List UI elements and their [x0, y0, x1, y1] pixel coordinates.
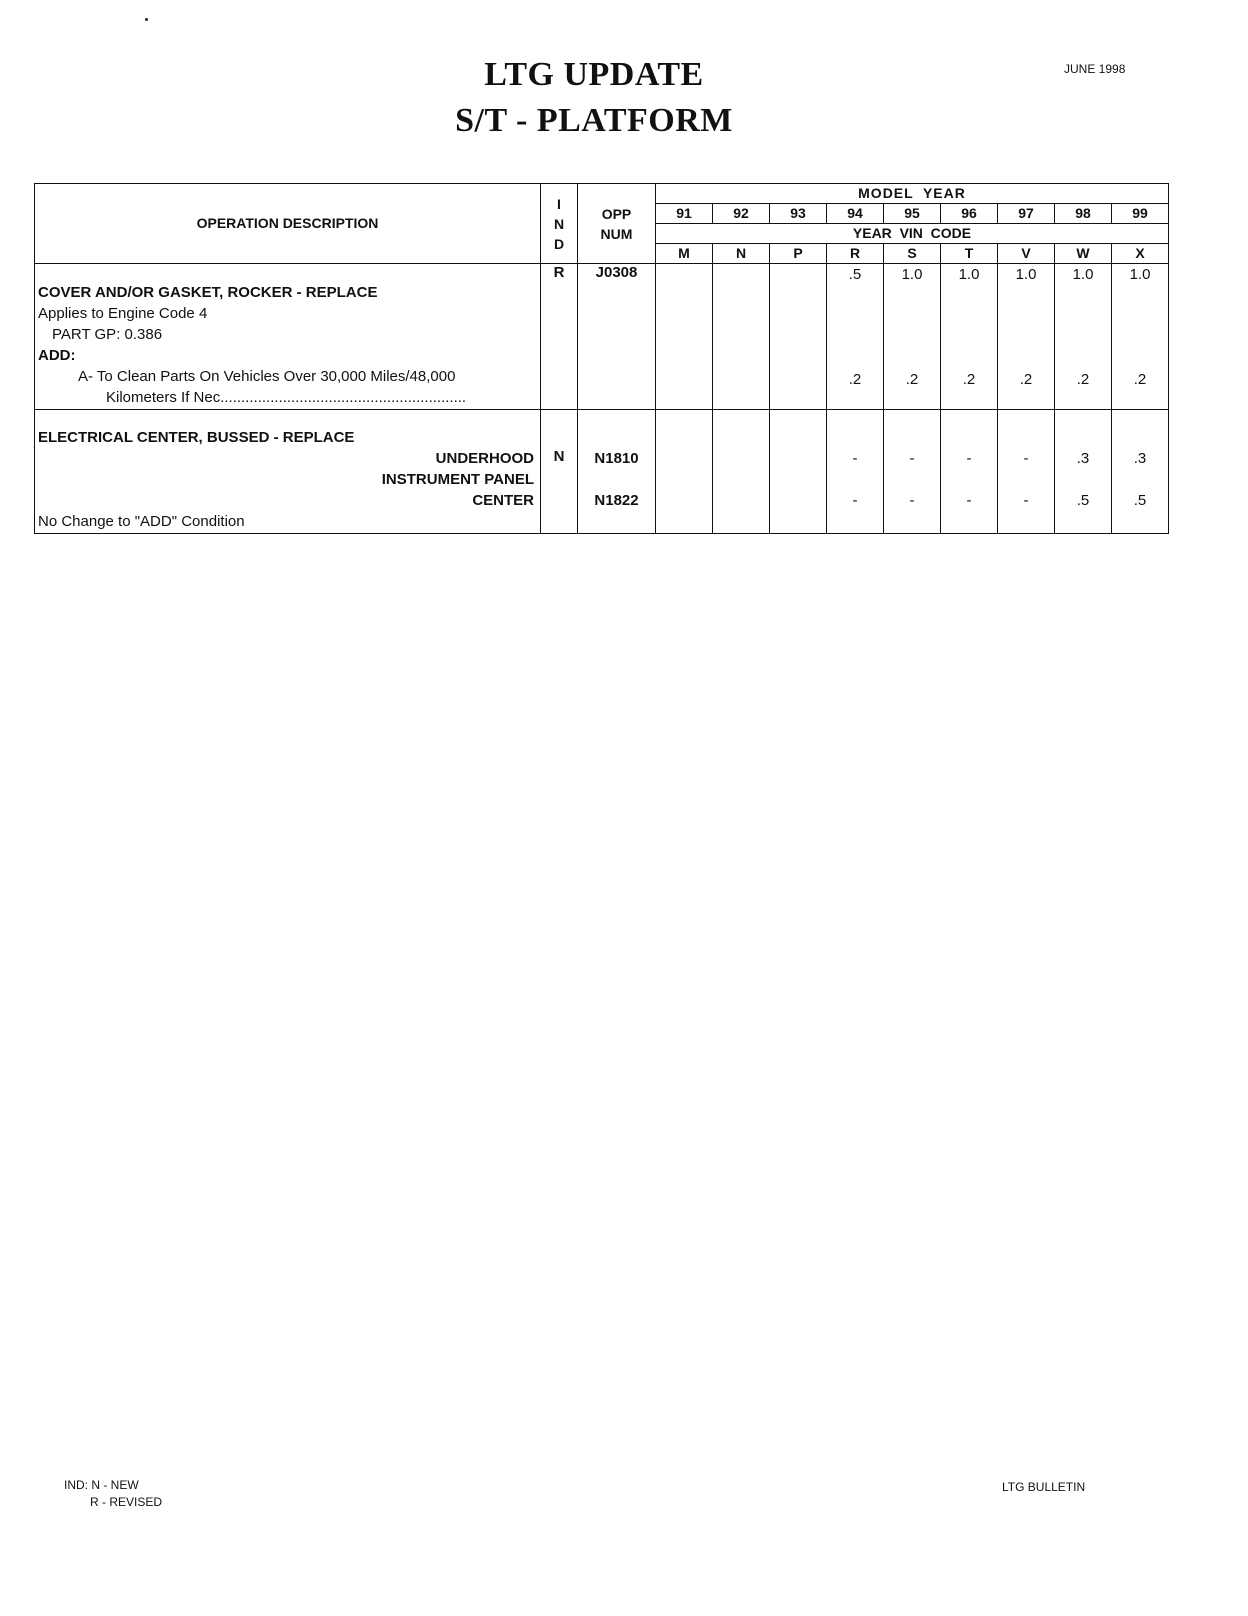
row-description	[35, 410, 541, 534]
year-96: 96	[941, 204, 998, 224]
time-cell	[713, 264, 770, 410]
year-99: 99	[1112, 204, 1169, 224]
time-cell	[656, 264, 713, 410]
time-cell: 1.0 .2	[1055, 264, 1112, 410]
vin-code-x: X	[1112, 244, 1169, 264]
table-row	[35, 410, 1169, 534]
year-92: 92	[713, 204, 770, 224]
header-model-year: MODEL YEAR	[656, 184, 1169, 204]
row-opp-num: N1810 N1822	[578, 410, 656, 534]
time-cell: .3 .5	[1112, 410, 1169, 534]
row-description	[35, 264, 541, 410]
vin-code-m: M	[656, 244, 713, 264]
header-opp-num: OPP NUM	[578, 184, 656, 264]
row-sub-center: CENTER	[472, 492, 534, 509]
time-cell	[770, 410, 827, 534]
legend-revised: R - REVISED	[90, 1495, 163, 1509]
vin-code-s: S	[884, 244, 941, 264]
time-cell	[770, 264, 827, 410]
header-year-vin-code: YEAR VIN CODE	[656, 224, 1169, 244]
vin-code-v: V	[998, 244, 1055, 264]
time-cell: 1.0 .2	[884, 264, 941, 410]
time-cell: 1.0 .2	[998, 264, 1055, 410]
table-row	[35, 264, 1169, 410]
time-cell: .3 .5	[1055, 410, 1112, 534]
row-ind: R	[541, 264, 578, 410]
vin-code-w: W	[1055, 244, 1112, 264]
row-add-line1: A- To Clean Parts On Vehicles Over 30,000 Miles/48,000	[78, 368, 456, 385]
row-applies: Applies to Engine Code 4	[38, 305, 208, 322]
time-cell: - -	[884, 410, 941, 534]
year-98: 98	[1055, 204, 1112, 224]
legend-new: IND: N - NEW	[64, 1478, 139, 1492]
stray-dot	[145, 18, 148, 21]
row-add-line2: Kilometers If Nec...........................................................	[106, 389, 467, 406]
time-cell: .5 .2	[827, 264, 884, 410]
time-cell: - -	[941, 410, 998, 534]
row-sub-instrument-panel: INSTRUMENT PANEL	[381, 471, 534, 488]
year-93: 93	[770, 204, 827, 224]
page-subtitle: S/T - PLATFORM	[455, 102, 733, 139]
time-cell: 1.0 .2	[941, 264, 998, 410]
time-cell: - -	[998, 410, 1055, 534]
vin-code-r: R	[827, 244, 884, 264]
year-94: 94	[827, 204, 884, 224]
row-title: ELECTRICAL CENTER, BUSSED - REPLACE	[38, 429, 355, 446]
vin-code-t: T	[941, 244, 998, 264]
year-97: 97	[998, 204, 1055, 224]
labor-time-table	[34, 183, 1169, 534]
row-part-gp: PART GP: 0.386	[52, 326, 163, 343]
row-add-label: ADD:	[38, 347, 76, 364]
header-ind: I N D	[541, 184, 578, 264]
row-ind: N	[541, 410, 578, 534]
page-title: LTG UPDATE	[484, 56, 704, 93]
time-cell: - -	[827, 410, 884, 534]
year-91: 91	[656, 204, 713, 224]
vin-code-p: P	[770, 244, 827, 264]
time-cell	[656, 410, 713, 534]
time-cell	[713, 410, 770, 534]
bulletin-date: JUNE 1998	[1064, 62, 1126, 76]
row-opp-num: J0308	[578, 264, 656, 410]
bulletin-label: LTG BULLETIN	[1002, 1480, 1086, 1494]
year-95: 95	[884, 204, 941, 224]
row-note: No Change to "ADD" Condition	[38, 513, 245, 530]
time-cell: 1.0 .2	[1112, 264, 1169, 410]
row-title: COVER AND/OR GASKET, ROCKER - REPLACE	[38, 284, 378, 301]
row-sub-underhood: UNDERHOOD	[435, 450, 534, 467]
vin-code-n: N	[713, 244, 770, 264]
header-operation-description: OPERATION DESCRIPTION	[35, 184, 541, 264]
